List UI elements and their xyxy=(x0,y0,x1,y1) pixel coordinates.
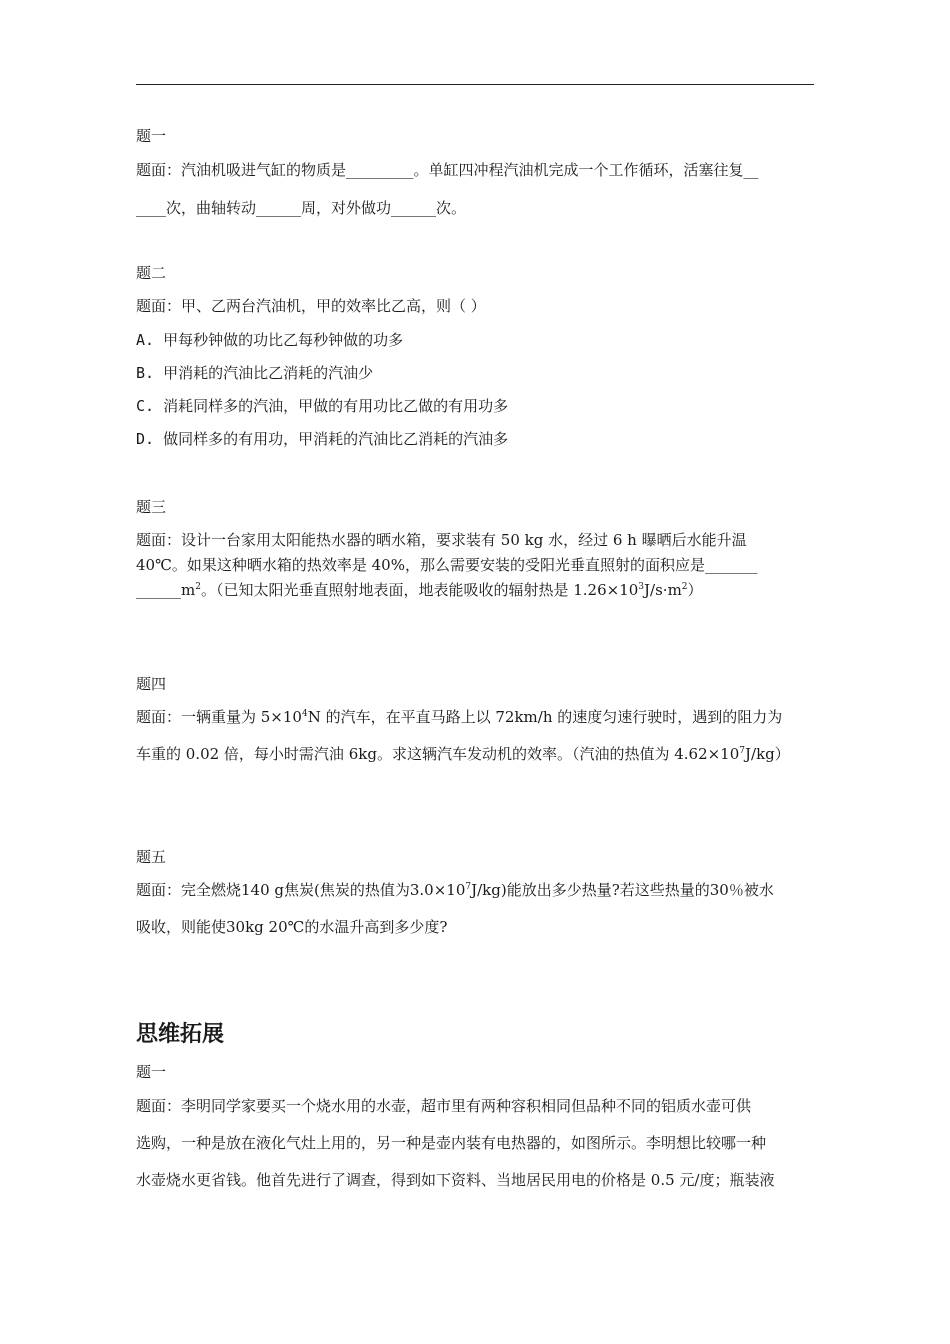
q2-option-a: A. 甲每秒钟做的功比乙每秒钟做的功多 xyxy=(136,331,404,349)
q1-title: 题一 xyxy=(136,127,167,145)
section-q1-title: 题一 xyxy=(136,1063,167,1081)
q4-line-1: 题面：一辆重量为 $5\times 10^4N$ 的汽车，在平直马路上以 72km/h 的速度匀速行驶时，遇到的阻力为 xyxy=(136,708,783,726)
q2-option-b: B. 甲消耗的汽油比乙消耗的汽油少 xyxy=(136,364,374,382)
q3-line-1: 题面：设计一台家用太阳能热水器的晒水箱，要求装有 50 kg 水，经过 6 h 曝晒后水能升温 xyxy=(136,531,747,549)
q5-line-2: 吸收，则能使30kg 20℃的水温升高到多少度? xyxy=(136,918,448,936)
top-rule xyxy=(136,84,814,85)
q4-line-2: 车重的 0.02 倍，每小时需汽油 6kg。求这辆汽车发动机的效率。（汽油的热值为 $4.62\times 10^7J/kg$） xyxy=(136,745,790,763)
q5-title: 题五 xyxy=(136,848,167,866)
section-q1-line-3: 水壶烧水更省钱。他首先进行了调查，得到如下资料、当地居民用电的价格是 0.5 元/度；瓶装液 xyxy=(136,1171,775,1189)
q3-title: 题三 xyxy=(136,498,167,516)
section-q1-line-2: 选购，一种是放在液化气灶上用的，另一种是壶内装有电热器的，如图所示。李明想比较哪一种 xyxy=(136,1134,767,1152)
section-heading: 思维拓展 xyxy=(136,1022,225,1047)
q4-title: 题四 xyxy=(136,675,167,693)
q1-line-1: 题面：汽油机吸进气缸的物质是_________。单缸四冲程汽油机完成一个工作循环，活塞往复__ xyxy=(136,161,759,179)
q2-title: 题二 xyxy=(136,264,167,282)
section-q1-line-1: 题面：李明同学家要买一个烧水用的水壶，超市里有两种容积相同但品种不同的铝质水壶可供 xyxy=(136,1097,752,1115)
q3-line-3: $\_\_\_\_\_\_m^2$。（已知太阳光垂直照射地表面，地表能吸收的辐射热是 $1.26\times 10^3J/s\cdot m^2$） xyxy=(136,581,703,599)
q5-line-1: 题面：完全燃烧140 g焦炭(焦炭的热值为$3.0\times 10^7J/kg$)能放出多少热量?若这些热量的30％被水 xyxy=(136,881,774,899)
q1-line-2: ____次，曲轴转动______周，对外做功______次。 xyxy=(136,199,467,217)
q3-line-2: 40℃。如果这种晒水箱的热效率是 40%，那么需要安装的受阳光垂直照射的面积应是_______ xyxy=(136,556,758,574)
q2-stem: 题面：甲、乙两台汽油机，甲的效率比乙高，则（ ） xyxy=(136,297,486,315)
q2-option-c: C. 消耗同样多的汽油，甲做的有用功比乙做的有用功多 xyxy=(136,397,509,415)
q2-option-d: D. 做同样多的有用功，甲消耗的汽油比乙消耗的汽油多 xyxy=(136,430,509,448)
